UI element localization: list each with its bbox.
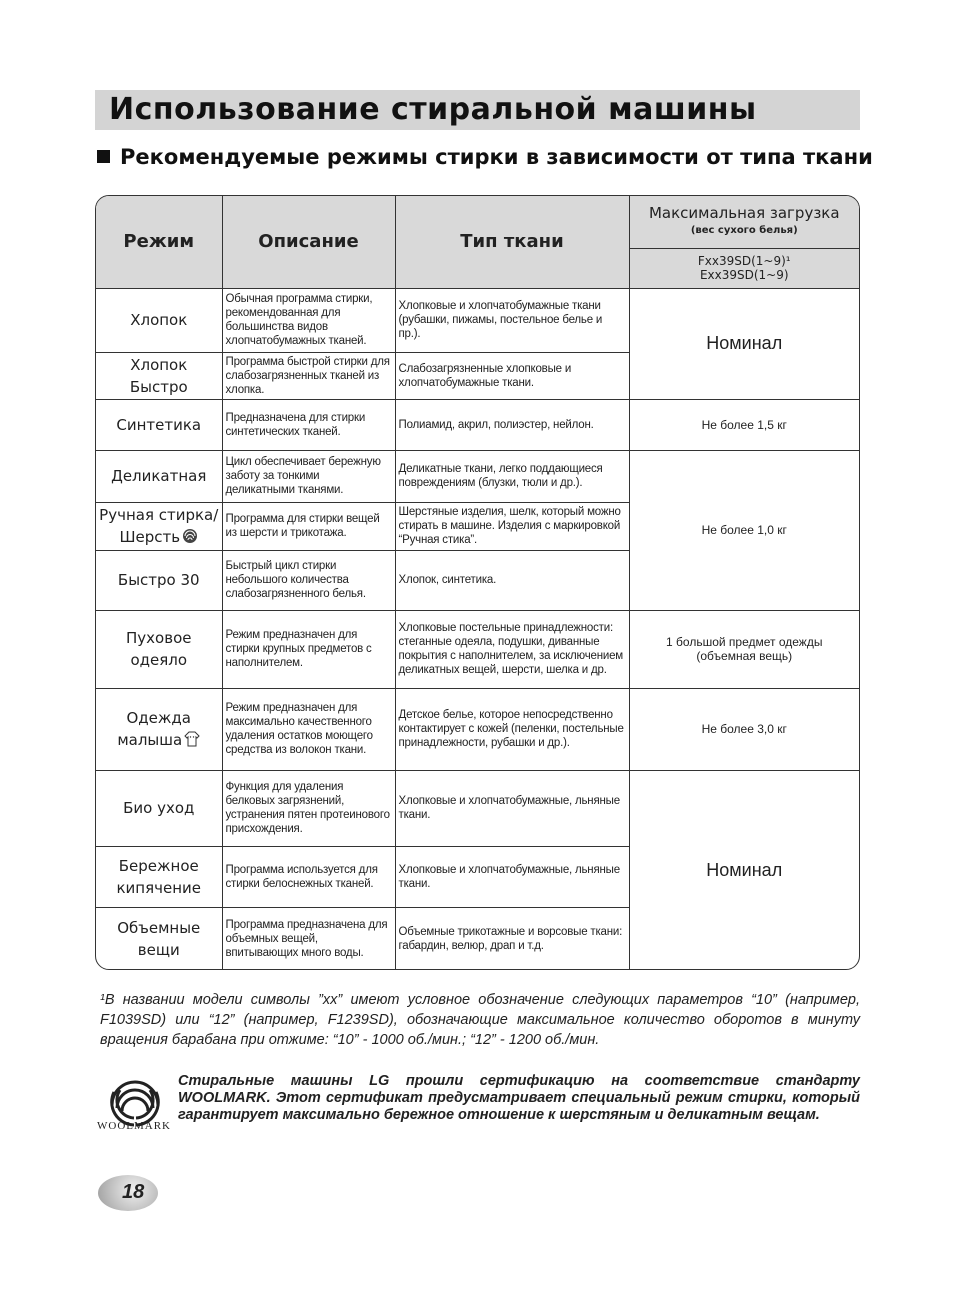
table-row bbox=[96, 688, 859, 770]
load-cell: Не более 1,5 кг bbox=[629, 399, 859, 450]
fabric-cell: Детское белье, которое непосредственно контактирует с кожей (пеленки, постельные принадлежности, рубашки и др.). bbox=[395, 688, 629, 770]
load-cell: Номинал bbox=[629, 288, 859, 399]
header-max-load bbox=[629, 196, 859, 248]
mode-label: Одежда малыша bbox=[117, 709, 191, 749]
description-cell: Режим предназначен для стирки крупных предметов с наполнителем. bbox=[222, 610, 395, 688]
description-cell: Цикл обеспечивает бережную заботу за тонкими деликатными тканями. bbox=[222, 450, 395, 502]
description-cell: Функция для удаления белковых загрязнений, устранения пятен протеинового присхождения. bbox=[222, 770, 395, 846]
fabric-cell: Объемные трикотажные и ворсовые ткани: габардин, велюр, драп и т.д. bbox=[395, 907, 629, 970]
mode-cell: Быстро 30 bbox=[96, 550, 222, 610]
model-1: Fxx39SD(1~9)¹ bbox=[697, 254, 791, 268]
fabric-cell: Хлопковые и хлопчатобумажные, льняные ткани. bbox=[395, 846, 629, 907]
table-row bbox=[96, 770, 859, 846]
page-number-badge bbox=[98, 1175, 158, 1211]
description-cell: Программа для стирки вещей из шерсти и трикотажа. bbox=[222, 502, 395, 550]
load-cell: Не более 3,0 кг bbox=[629, 688, 859, 770]
load-cell: Не более 1,0 кг bbox=[629, 450, 859, 610]
table-row bbox=[96, 450, 859, 502]
mode-cell: Деликатная bbox=[96, 450, 222, 502]
wool-icon bbox=[182, 528, 198, 544]
mode-label: Ручная стирка/ Шерсть bbox=[99, 506, 219, 546]
load-cell: Номинал bbox=[629, 770, 859, 970]
woolmark-certification-text: Стиральные машины LG прошли сертификацию на соответствие стандарту WOOLMARK. Этот сертификат предусматривает специальный режим стирки, который гарантирует максимально бережное отношение к шерстяным и деликатным вещам. bbox=[178, 1073, 860, 1123]
fabric-cell: Хлопковые постельные принадлежности: стеганные одеяла, подушки, диванные покрытия с наполнителем, за исключением деликатных вещей, шерсти, шелка и др. bbox=[395, 610, 629, 688]
model-2: Exx39SD(1~9) bbox=[699, 268, 789, 282]
mode-cell bbox=[96, 688, 222, 770]
subtitle-text: Рекомендуемые режимы стирки в зависимости от типа ткани bbox=[120, 145, 873, 169]
page-number: 18 bbox=[122, 1181, 145, 1203]
section-subtitle bbox=[97, 145, 873, 169]
mode-cell: Пуховое одеяло bbox=[96, 610, 222, 688]
mode-cell: Хлопок bbox=[96, 288, 222, 352]
wash-modes-table bbox=[95, 195, 860, 970]
mode-cell: Бережное кипячение bbox=[96, 846, 222, 907]
fabric-cell: Деликатные ткани, легко поддающиеся повреждениям (блузки, тюли и др.). bbox=[395, 450, 629, 502]
mode-cell: Объемные вещи bbox=[96, 907, 222, 970]
header-description: Описание bbox=[222, 196, 395, 288]
table-row bbox=[96, 288, 859, 352]
page-title: Использование стиральной машины bbox=[109, 92, 757, 127]
fabric-cell: Полиамид, акрил, полиэстер, нейлон. bbox=[395, 399, 629, 450]
fabric-cell: Слабозагрязненные хлопковые и хлопчатобумажные ткани. bbox=[395, 352, 629, 399]
description-cell: Программа предназначена для объемных вещей, впитывающих много воды. bbox=[222, 907, 395, 970]
load-cell: 1 большой предмет одежды (объемная вещь) bbox=[629, 610, 859, 688]
mode-cell bbox=[96, 502, 222, 550]
bullet-square-icon bbox=[97, 150, 110, 163]
table-row bbox=[96, 399, 859, 450]
header-fabric: Тип ткани bbox=[395, 196, 629, 288]
table-row bbox=[96, 610, 859, 688]
description-cell: Программа используется для стирки белоснежных тканей. bbox=[222, 846, 395, 907]
mode-cell: Синтетика bbox=[96, 399, 222, 450]
max-load-note: (вес сухого белья) bbox=[690, 224, 798, 236]
fabric-cell: Хлопковые и хлопчатобумажные, льняные ткани. bbox=[395, 770, 629, 846]
description-cell: Предназначена для стирки синтетических тканей. bbox=[222, 399, 395, 450]
fabric-cell: Хлопок, синтетика. bbox=[395, 550, 629, 610]
fabric-cell: Хлопковые и хлопчатобумажные ткани (рубашки, пижамы, постельное белье и пр.). bbox=[395, 288, 629, 352]
max-load-label: Максимальная загрузка bbox=[648, 203, 840, 222]
description-cell: Обычная программа стирки, рекомендованная для большинства видов хлопчатобумажных тканей. bbox=[222, 288, 395, 352]
baby-clothes-icon bbox=[184, 731, 200, 747]
woolmark-label: WOOLMARK bbox=[97, 1120, 171, 1132]
model-footnote: ¹В названии модели символы ”xx” имеют условное обозначение следующих параметров “10” (например, F1039SD) или “12” (например, F1239SD), обозначающие максимальное количество оборотов в минуту вращения барабана при отжиме: “10” - 1000 об./мин.; “12” - 1200 об./мин. bbox=[100, 992, 860, 1048]
fabric-cell: Шерстяные изделия, шелк, который можно стирать в машине. Изделия с маркировкой “Ручная стика”. bbox=[395, 502, 629, 550]
description-cell: Режим предназначен для максимально качественного удаления остатков моющего средства из волокон ткани. bbox=[222, 688, 395, 770]
title-bar bbox=[95, 90, 860, 130]
description-cell: Быстрый цикл стирки небольшого количества слабозагрязненного белья. bbox=[222, 550, 395, 610]
mode-cell: Био уход bbox=[96, 770, 222, 846]
description-cell: Программа быстрой стирки для слабозагрязненных тканей из хлопка. bbox=[222, 352, 395, 399]
header-mode: Режим bbox=[96, 196, 222, 288]
header-models bbox=[629, 248, 859, 288]
mode-cell: Хлопок Быстро bbox=[96, 352, 222, 399]
